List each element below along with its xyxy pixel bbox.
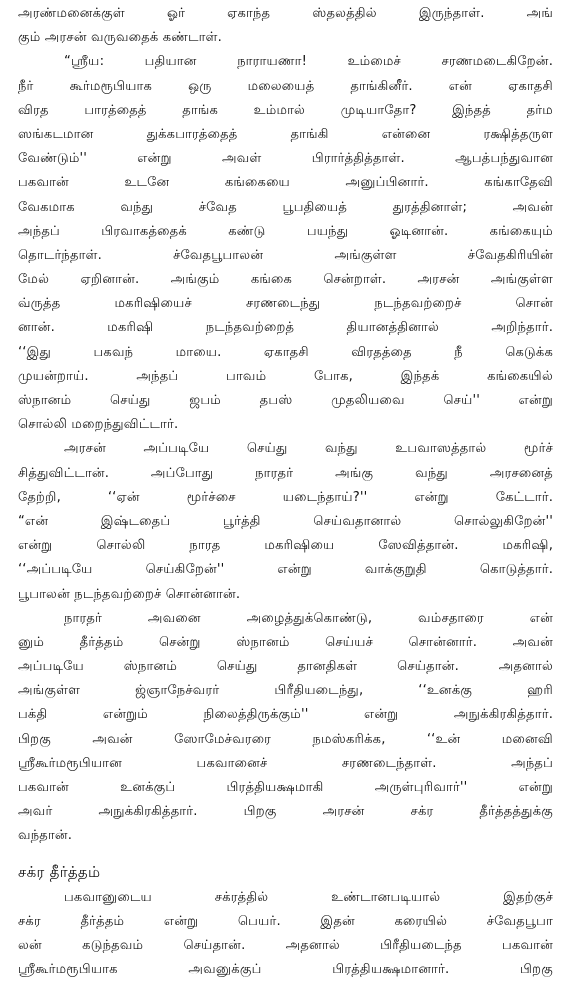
text-line: தேற்றி, ‘‘ஏன் மூர்ச்சை யடைந்தாய்?'' என்று கேட்டார். <box>18 489 553 505</box>
text-line: ஸ்ரீகூர்மரூபியான பகவானைச் சரணடைந்தாள். அந்தப் <box>18 755 553 771</box>
text-line: தொடர்ந்தாள். ச்வேதபூபாலன் அங்குள்ள ச்வேதகிரியின் <box>18 247 553 263</box>
text-line: பகவான் உடனே கங்கையை அனுப்பினார். கங்காதேவி <box>18 175 553 191</box>
text-line: நாரதர் அவனை அழைத்துக்கொண்டு, வம்சதாரை என் <box>64 610 553 626</box>
text-line: வந்தான். <box>18 828 73 844</box>
text-line: அரண்மனைக்குள் ஓர் ஏகாந்த ஸ்தலத்தில் இருந்தாள். அங் <box>18 6 553 21</box>
paragraph <box>18 50 553 437</box>
text-line: வேகமாக வந்து ச்வேத பூபதியைத் துரத்தினாள்; அவன் <box>18 199 553 215</box>
text-line: சொல்லி மறைந்துவிட்டார். <box>18 417 179 433</box>
paragraph <box>18 607 553 849</box>
text-line: வேண்டும்'' என்று அவள் பிரார்த்தித்தாள். ஆபத்பந்துவான <box>18 151 553 167</box>
text-line: நீர் கூர்மரூபியாக ஒரு மலையைத் தாங்கினீர். என் ஏகாதசி <box>18 78 553 94</box>
text-line: அரசன் அப்படியே செய்து வந்து உபவாஸத்தால் மூர்ச் <box>64 441 553 457</box>
text-line: பகவான் உனக்குப் பிரத்தியக்ஷமாகி அருள்புரிவார்'' என்று <box>18 780 553 795</box>
text-line: சித்துவிட்டான். அப்போது நாரதர் அங்கு வந்து அரசனைத் <box>18 465 553 481</box>
text-line: அவர் அநுக்கிரகித்தார். பிறகு அரசன் சக்ர தீர்த்தத்துக்கு <box>18 804 553 820</box>
text-line: பகவானுடைய சக்ரத்தில் உண்டானபடியால் இதற்குச் <box>64 889 553 905</box>
text-line: பிறகு அவன் ஸோமேச்வரரை நமஸ்கரிக்க, ‘‘உன் மனைவி <box>18 731 553 747</box>
text-line: னான். மகரிஷி நடந்தவற்றைத் தியானத்தினால் அறிந்தார். <box>18 320 553 336</box>
text-line: சக்ர தீர்த்தம் என்று பெயர். இதன் கரையில் ச்வேதபூபா <box>18 913 553 929</box>
section-spacer <box>18 849 553 858</box>
text-line: கும் அரசன் வருவதைக் கண்டாள். <box>18 30 222 46</box>
section-paragraph <box>18 886 553 982</box>
text-line: அப்படியே ஸ்நானம் செய்து தானதிகள் செய்தான். அதனால் <box>18 659 553 675</box>
text-line: என்று சொல்லி நாரத மகரிஷியை ஸேவித்தான். மகரிஷி, <box>18 538 553 554</box>
text-line: னும் தீர்த்தம் சென்று ஸ்நானம் செய்யச் சொன்னார். அவன் <box>18 634 553 650</box>
paragraph <box>18 2 553 50</box>
text-line: ‘‘இது பகவந் மாயை. ஏகாதசி விரதத்தை நீ கெடுக்க <box>18 344 553 360</box>
text-line: விரத பாரத்தைத் தாங்க உம்மால் முடியாதோ? இந்தத் தர்ம <box>18 102 553 118</box>
text-line: ஸங்கடமான துக்கபாரத்தைத் தாங்கி என்னை ரக்ஷித்தருள <box>18 126 553 142</box>
text-line: அங்குள்ள ஜ்ஞாநேச்வரர் பிரீதியடைந்து, ‘‘உனக்கு ஹரி <box>18 683 553 699</box>
text-line: ஸ்ரீகூர்மரூபியாக அவனுக்குப் பிரத்தியக்ஷமானார். பிறகு <box>18 962 553 978</box>
text-line: பூபாலன் நடந்தவற்றைச் சொன்னான். <box>18 586 241 602</box>
text-line: ஸ்நானம் செய்து ஜபம் தபஸ் முதலியவை செய்'' என்று <box>18 393 553 408</box>
text-line: வ்ருத்த மகரிஷியைச் சரணடைந்து நடந்தவற்றைச் சொன் <box>18 296 553 312</box>
section-heading: சக்ர தீர்த்தம் <box>18 862 101 881</box>
text-line: ‘‘அப்படியே செய்கிறேன்'' என்று வாக்குறுதி கொடுத்தார். <box>18 562 553 578</box>
text-line: அந்தப் பிரவாகத்தைக் கண்டு பயந்து ஓடினான். கங்கையும் <box>18 223 553 239</box>
text-line: மேல் ஏறினான். அங்கும் கங்கை சென்றாள். அரசன் அங்குள்ள <box>18 272 553 288</box>
text-line: “ஸ்ரீய: பதியான நாராயணா! உம்மைச் சரணமடைகிறேன். <box>64 54 553 70</box>
text-line: முயன்றாய். அந்தப் பாவம் போக, இந்தக் கங்கையில் <box>18 368 553 384</box>
paragraph <box>18 437 553 606</box>
text-line: “என் இஷ்டதைப் பூர்த்தி செய்வதானால் சொல்லுகிறேன்'' <box>18 513 553 529</box>
text-line: லன் கடுந்தவம் செய்தான். அதனால் பிரீதியடைந்த பகவான் <box>18 937 553 953</box>
text-line: பக்தி என்றும் நிலைத்திருக்கும்'' என்று அநுக்கிரகித்தார். <box>18 707 553 723</box>
